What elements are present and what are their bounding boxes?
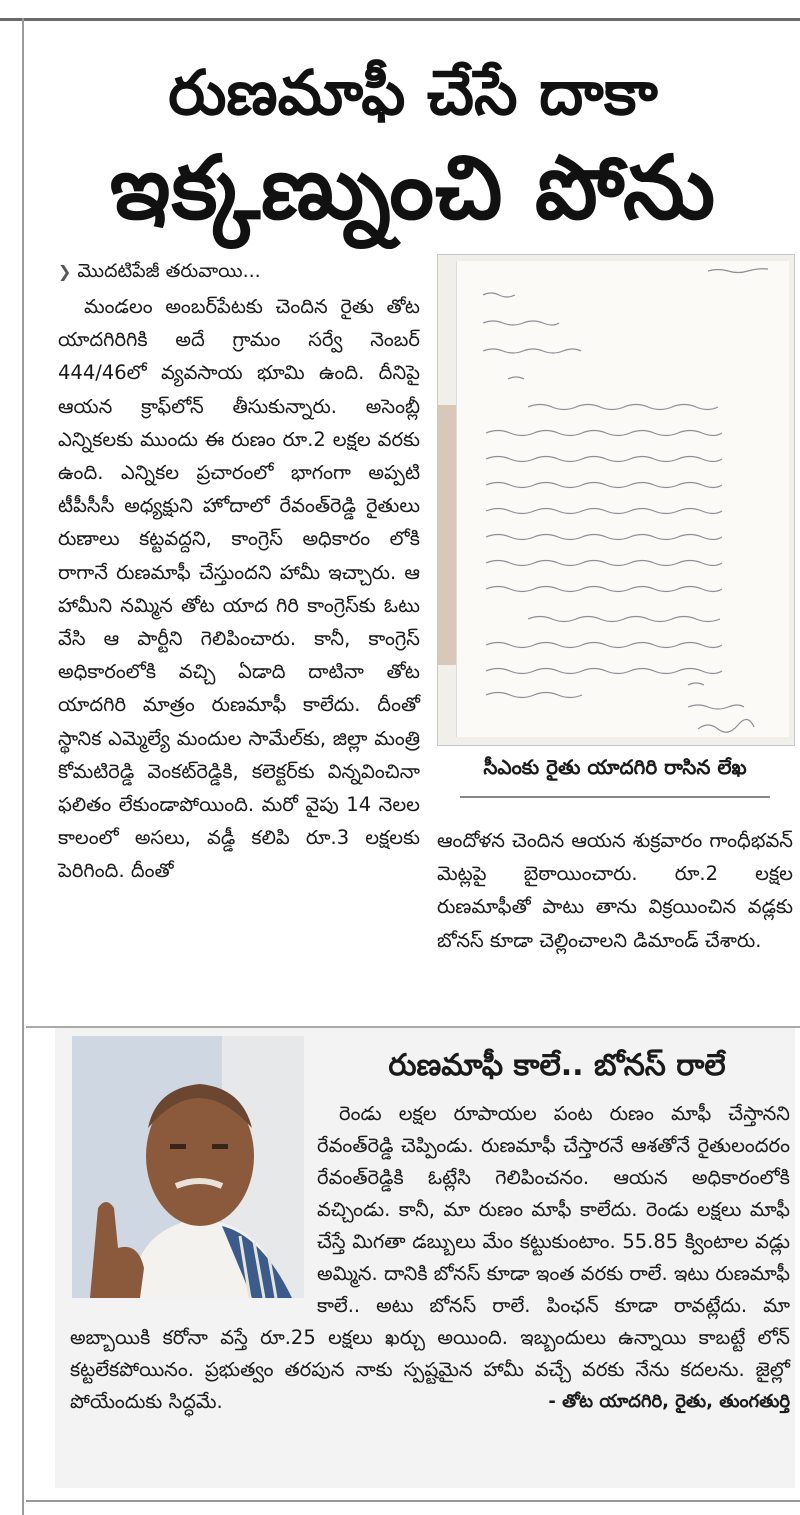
article-column-1: మండలం అంబర్‌పేటకు చెందిన రైతు తోట యాదగిరిగికి అదే గ్రామం సర్వే నెంబర్ 444/46లో వ్యవసాయ భూమి ఉంది. దీనిపై ఆయన క్రాఫ్‌లోన్ తీసుకున్నారు. అసెంబ్లీ ఎన్నికలకు ముందు ఈ రుణం రూ.2 లక్షల వరకు ఉంది. ఎన్నికల ప్రచారంలో భాగంగా అప్పటి టీపీసీసీ అధ్యక్షుని హోదాలో రేవంత్‌రెడ్డి రైతులు రుణాలు కట్టవద్దని, కాంగ్రెస్ అధికారం లోకి రాగానే రుణమాఫీ చేస్తుందని హామీ ఇచ్చారు. ఆ హామీని నమ్మిన తోట యాద గిరి కాంగ్రెస్‌కు ఓటు వేసి ఆ పార్టీని గెలిపించారు. కానీ, కాంగ్రెస్ అధికారంలోకి వచ్చి ఏడాది దాటినా తోట యాదగిరి మాత్రం రుణమాఫీ కాలేదు. దీంతో స్థానిక ఎమ్మెల్యే మందుల సామేల్‌కు, జిల్లా మంత్రి కోమటిరెడ్డి వెంకట్‌రెడ్డికి, కలెక్టర్‌కు విన్నవించినా ఫలితం లేకుండాపోయింది. మరో వైపు 14 నెలల కాలంలో అసలు, వడ్డీ కలిపి రూ.3 లక్షలకు పెరిగింది. దీంతో bbox=[58, 295, 420, 883]
article-column-2: ఆందోళన చెందిన ఆయన శుక్రవారం గాంధీభవన్ మెట్లపై బైఠాయించారు. రూ.2 లక్షల రుణమాఫీతో పాటు తాను విక్రయించిన వడ్లకు బోనస్ కూడా చెల్లించాలని డిమాండ్ చేశారు. bbox=[437, 829, 793, 952]
bottom-rule bbox=[26, 1500, 800, 1502]
top-border bbox=[0, 0, 800, 21]
photo-caption: సీఎంకు రైతు యాదగిరి రాసిన లేఖ bbox=[483, 755, 747, 779]
quote-text: రెండు లక్షల రూపాయల పంట రుణం మాఫీ చేస్తానని రేవంత్‌రెడ్డి చెప్పిండు. రుణమాఫీ చేస్తారనే ఆశతోనే రైతులందరం రేవంత్‌రెడ్డికి ఓట్లేసి గెలిపించనం. ఆయన అధికారంలోకి వచ్చిండు. కానీ, మా రుణం మాఫీ కాలేదు. రెండు లక్షలు మాఫీ చేస్తే మిగతా డబ్బులు మేం కట్టుకుంటాం. 55.85 క్వింటాల వడ్లు అమ్మిన. దానికి బోనస్ కూడా ఇంత వరకు రాలే. ఇటు రుణమాఫీ కాలే.. అటు బోనస్ రాలే. పింఛన్ కూడా రావట్లేదు. మా అబ్బాయికి కరోనా వస్తే రూ.25 లక్షలు ఖర్చు అయింది. ఇబ్బందులు ఉన్నాయి కాబట్టే లోన్ కట్టలేకపోయినం. ప్రభుత్వం తరపున నాకు స్పష్టమైన హామీ వచ్చే వరకు నేను కదలను. జైల్లో పోయేందుకు సిద్ధమే. bbox=[70, 1102, 790, 1413]
quote-attribution: - తోట యాదగిరి, రైతు, తుంగతుర్తి bbox=[548, 1391, 790, 1412]
quote-title: రుణమాఫీ కాలే.. బోనస్ రాలే bbox=[388, 1048, 726, 1083]
continued-label: మొదటిపేజీ తరువాయి... bbox=[77, 260, 261, 282]
portrait-float-spacer bbox=[70, 1098, 317, 1304]
headline-line-1: రుణమాఫీ చేసే దాకా bbox=[168, 56, 658, 129]
letter-photo bbox=[437, 254, 795, 746]
left-margin-rule bbox=[22, 18, 24, 1515]
caption-divider bbox=[460, 796, 770, 798]
headline-line-2: ఇక్కణ్నుంచి పోను bbox=[109, 136, 717, 239]
quote-body bbox=[70, 1098, 790, 1418]
continued-from-front-page bbox=[58, 256, 261, 287]
chevron-right-icon: ❯ bbox=[58, 262, 72, 281]
handwriting-scribbles bbox=[438, 255, 794, 745]
